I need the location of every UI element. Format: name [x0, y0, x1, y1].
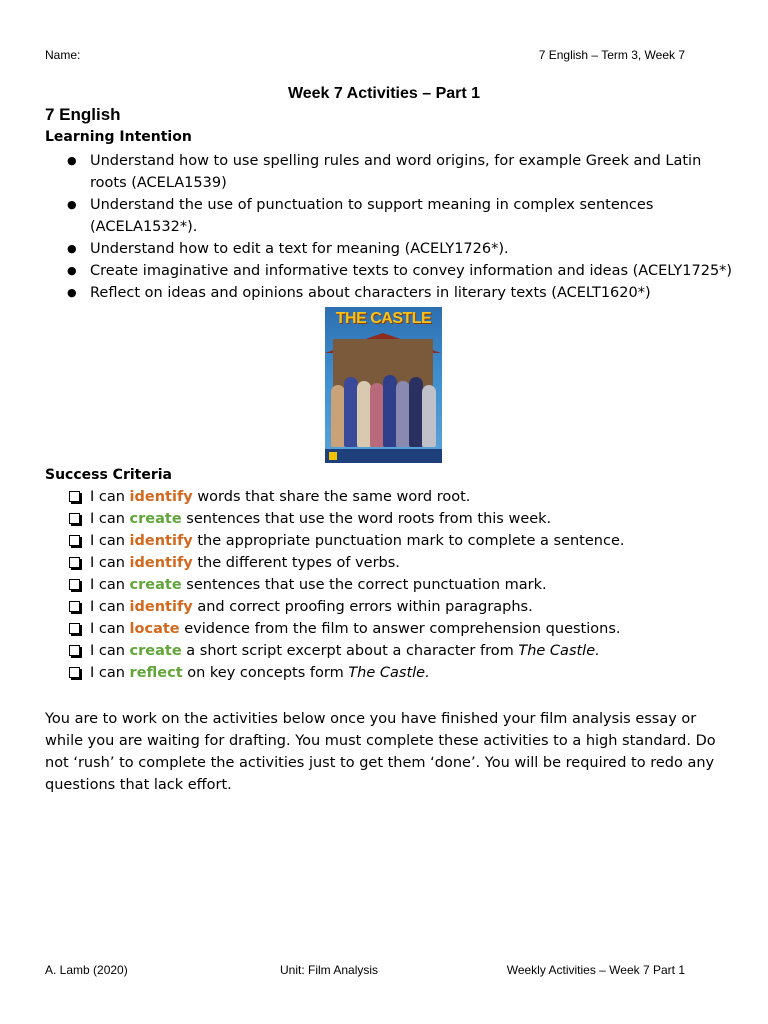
checklist-item: I can reflect on key concepts form The Castle. — [68, 662, 624, 684]
keyword: identify — [129, 599, 193, 615]
list-item: ● Create imaginative and informative texts to convey information and ideas (ACELY1725*) — [45, 260, 735, 282]
poster-figure — [344, 377, 358, 447]
poster-title: THE CASTLE — [335, 310, 432, 327]
keyword: identify — [129, 489, 193, 505]
instructions-paragraph: You are to work on the activities below once you have finished your film analysis essay or while you are waiting for drafting. You must complete these activities to a high standard. Do not ‘rush’ to complete the activities just to get them ‘done’. You will be required to redo any questions that lack effort. — [45, 711, 716, 793]
checklist-item: I can identify the different types of verbs. — [68, 552, 624, 574]
list-item: ● Understand how to use spelling rules and word origins, for example Greek and Latin roots (ACELA1539) — [45, 150, 735, 194]
checklist-item: I can create sentences that use the word roots from this week. — [68, 508, 624, 530]
checklist-item: I can create sentences that use the correct punctuation mark. — [68, 574, 624, 596]
poster-footer — [325, 449, 442, 463]
checklist-item: I can locate evidence from the film to answer comprehension questions. — [68, 618, 624, 640]
list-item: ● Understand how to edit a text for meaning (ACELY1726*). — [45, 238, 735, 260]
checklist-item: I can identify words that share the same word root. — [68, 486, 624, 508]
checkbox-icon[interactable] — [69, 535, 80, 546]
bullet-icon: ● — [67, 242, 77, 255]
poster-figure — [370, 383, 384, 447]
bullet-icon: ● — [67, 264, 77, 277]
bullet-icon: ● — [67, 198, 77, 211]
list-item: ● Understand the use of punctuation to support meaning in complex sentences (ACELA1532*). — [45, 194, 735, 238]
movie-poster-image — [325, 307, 442, 463]
keyword: identify — [129, 555, 193, 571]
keyword: create — [129, 577, 182, 593]
checkbox-icon[interactable] — [69, 491, 80, 502]
poster-figure — [331, 385, 345, 447]
header-name-label: Name: — [45, 48, 81, 62]
keyword: identify — [129, 533, 193, 549]
bullet-icon: ● — [67, 286, 77, 299]
keyword: reflect — [129, 665, 183, 681]
checkbox-icon[interactable] — [69, 579, 80, 590]
keyword: create — [129, 511, 182, 527]
checklist-item: I can identify the appropriate punctuation mark to complete a sentence. — [68, 530, 624, 552]
learning-intention-list — [45, 150, 735, 304]
checklist-item: I can identify and correct proofing errors within paragraphs. — [68, 596, 624, 618]
poster-figure — [357, 381, 371, 447]
list-item: ● Reflect on ideas and opinions about characters in literary texts (ACELT1620*) — [45, 282, 735, 304]
subject-heading: 7 English — [45, 105, 121, 124]
keyword: locate — [129, 621, 180, 637]
poster-figure — [396, 381, 410, 447]
checkbox-icon[interactable] — [69, 557, 80, 568]
keyword: create — [129, 643, 182, 659]
header-course-label: 7 English – Term 3, Week 7 — [538, 48, 685, 62]
success-criteria-heading: Success Criteria — [45, 467, 172, 483]
checkbox-icon[interactable] — [69, 667, 80, 678]
bullet-icon: ● — [67, 154, 77, 167]
learning-intention-heading: Learning Intention — [45, 129, 192, 145]
footer-unit: Unit: Film Analysis — [280, 963, 379, 977]
poster-figure — [409, 377, 423, 447]
success-criteria-list — [68, 486, 624, 684]
poster-figure — [422, 385, 436, 447]
footer-author: A. Lamb (2020) — [45, 963, 128, 977]
checkbox-icon[interactable] — [69, 601, 80, 612]
poster-people — [331, 367, 436, 447]
checkbox-icon[interactable] — [69, 513, 80, 524]
page-title: Week 7 Activities – Part 1 — [287, 85, 481, 102]
checkbox-icon[interactable] — [69, 645, 80, 656]
footer-title: Weekly Activities – Week 7 Part 1 — [506, 963, 685, 977]
poster-figure — [383, 375, 397, 447]
rating-icon — [329, 452, 337, 460]
checklist-item: I can create a short script excerpt about a character from The Castle. — [68, 640, 624, 662]
checkbox-icon[interactable] — [69, 623, 80, 634]
